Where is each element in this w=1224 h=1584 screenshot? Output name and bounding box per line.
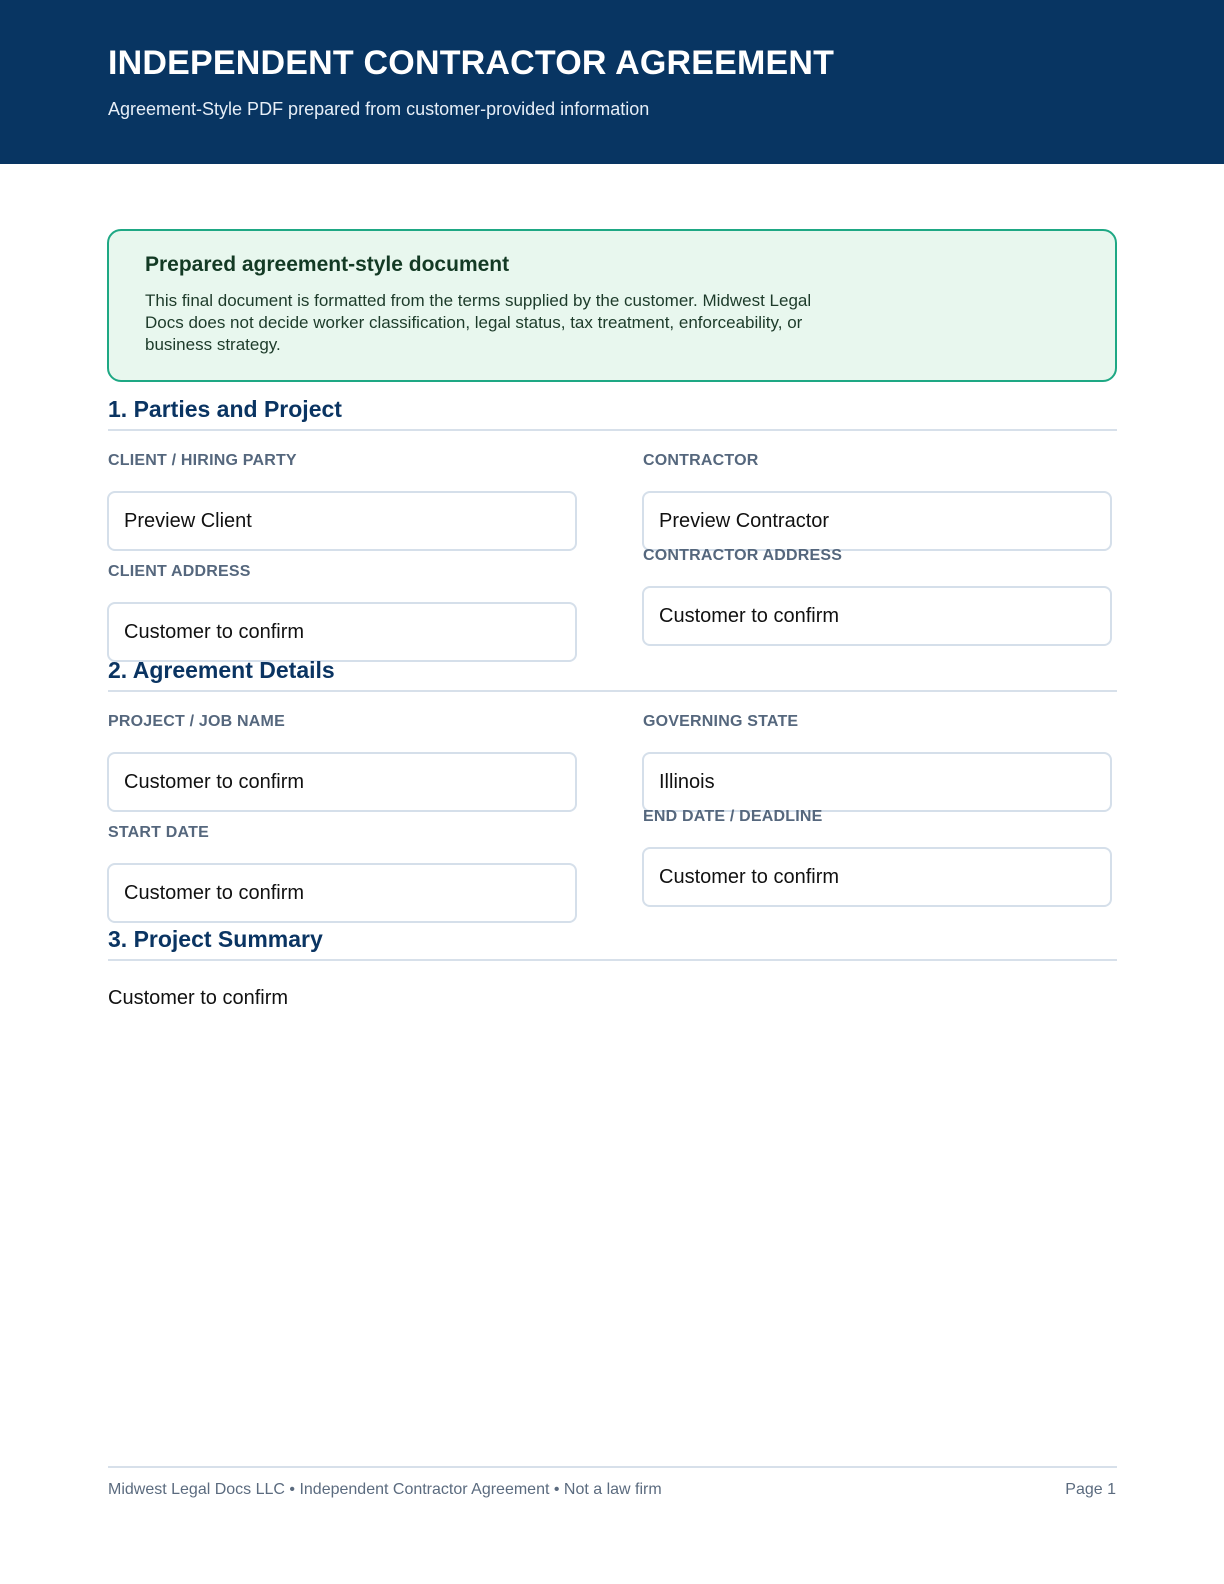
- document-subtitle: Agreement-Style PDF prepared from customer-provided information: [108, 99, 650, 119]
- end-date-label: END DATE / DEADLINE: [643, 808, 823, 825]
- footer-divider: [108, 1466, 1117, 1468]
- start-date-label: START DATE: [108, 824, 209, 841]
- contractor-field: Preview Contractor: [642, 491, 1112, 551]
- notice-box: [107, 229, 1117, 382]
- project-summary-text: Customer to confirm: [108, 987, 289, 1009]
- page-number: Page 1: [1065, 1481, 1116, 1498]
- contractor-address-label: CONTRACTOR ADDRESS: [643, 547, 843, 564]
- client-label: CLIENT / HIRING PARTY: [108, 452, 297, 469]
- section-title-details: 2. Agreement Details: [108, 657, 335, 683]
- section-divider: [108, 429, 1117, 431]
- client-field: Preview Client: [107, 491, 577, 551]
- document-title: INDEPENDENT CONTRACTOR AGREEMENT: [108, 44, 835, 82]
- project-label: PROJECT / JOB NAME: [108, 713, 285, 730]
- client-address-field: Customer to confirm: [107, 602, 577, 662]
- section-divider: [108, 959, 1117, 961]
- governing-state-field: Illinois: [642, 752, 1112, 812]
- start-date-field: Customer to confirm: [107, 863, 577, 923]
- contractor-label: CONTRACTOR: [643, 452, 759, 469]
- project-field: Customer to confirm: [107, 752, 577, 812]
- header-band: [0, 0, 1224, 164]
- footer-text: Midwest Legal Docs LLC • Independent Contractor Agreement • Not a law firm: [108, 1481, 662, 1498]
- governing-state-label: GOVERNING STATE: [643, 713, 799, 730]
- section-title-summary: 3. Project Summary: [108, 926, 323, 952]
- notice-body: This final document is formatted from the terms supplied by the customer. Midwest Legal Docs does not decide worker classification, legal status, tax treatment, enforceability, or business strategy.: [145, 291, 812, 354]
- contractor-address-field: Customer to confirm: [642, 586, 1112, 646]
- section-divider: [108, 690, 1117, 692]
- client-address-label: CLIENT ADDRESS: [108, 563, 251, 580]
- end-date-field: Customer to confirm: [642, 847, 1112, 907]
- notice-title: Prepared agreement-style document: [145, 253, 510, 276]
- section-title-parties: 1. Parties and Project: [108, 396, 342, 422]
